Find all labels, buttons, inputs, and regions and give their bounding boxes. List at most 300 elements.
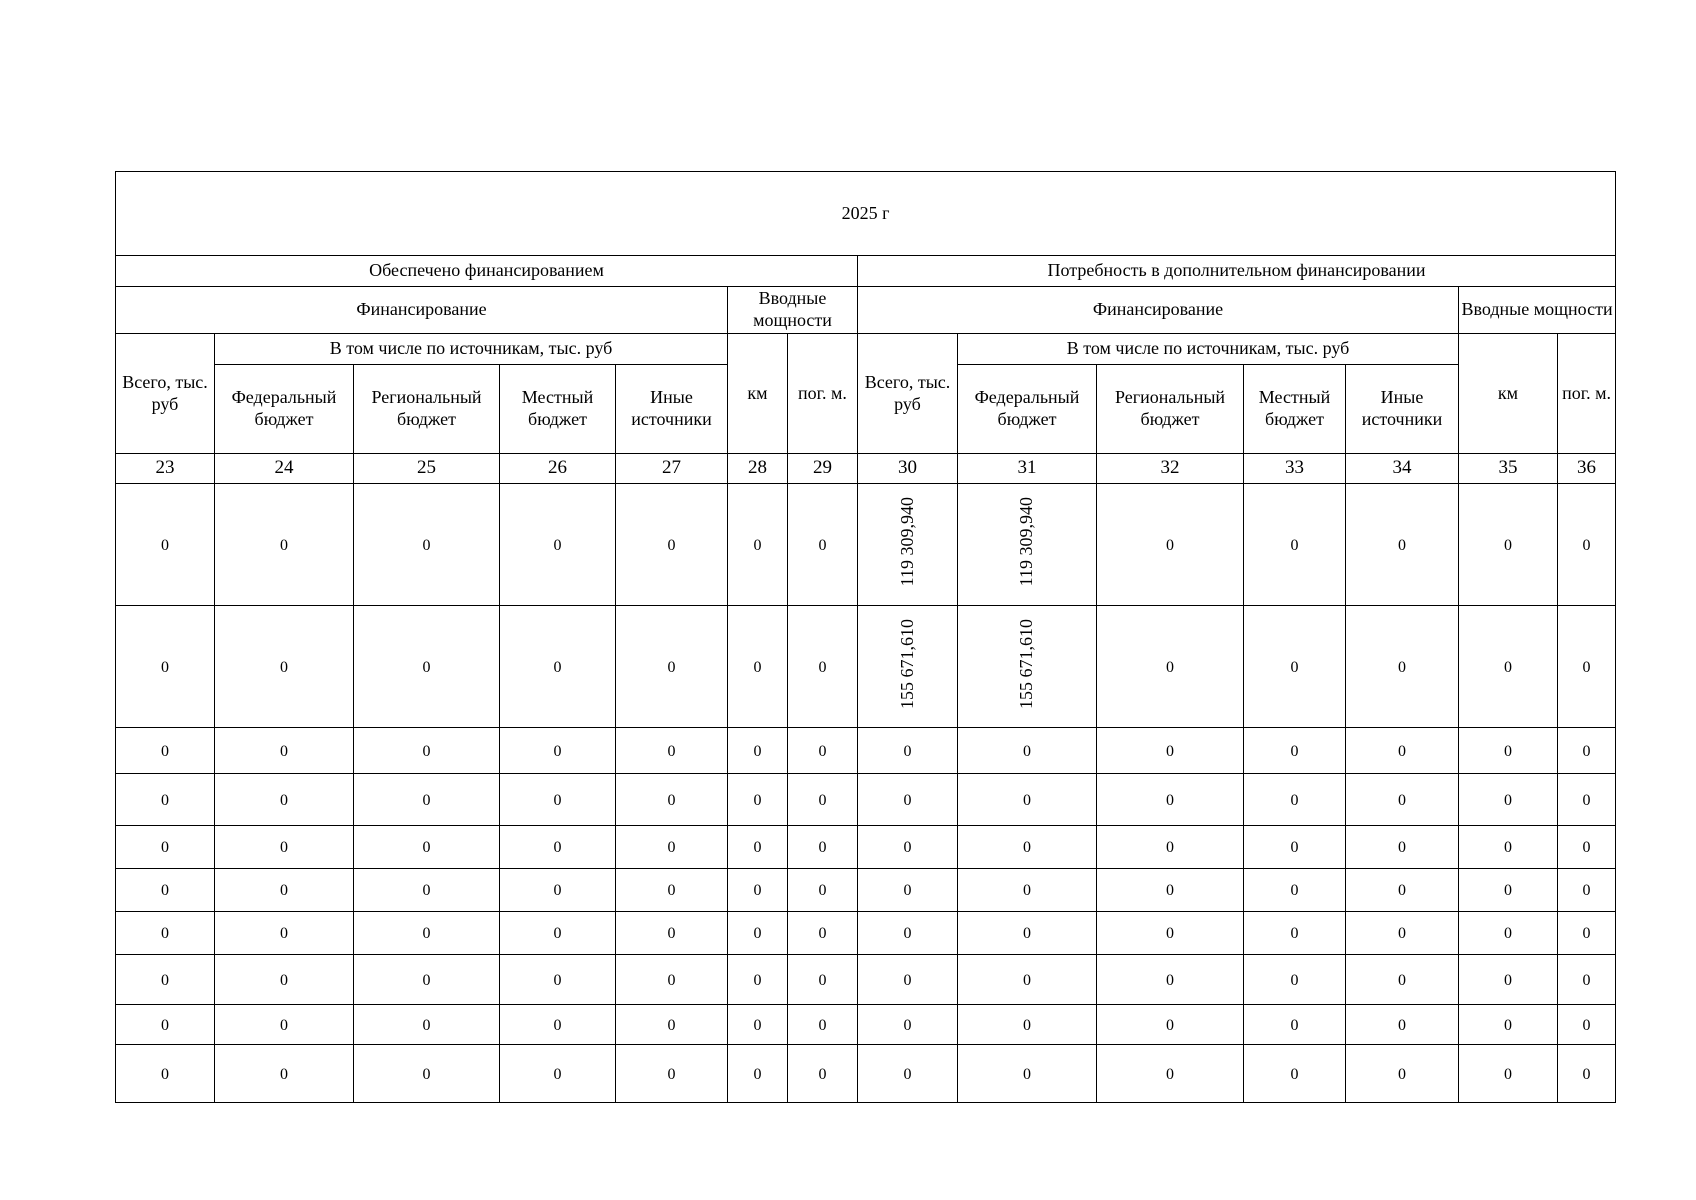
table-cell	[1558, 774, 1616, 826]
table-cell	[1558, 869, 1616, 912]
other-header-needed: Иные источники	[1346, 365, 1459, 454]
cell-value: 0	[553, 536, 562, 554]
table-cell	[616, 606, 728, 728]
cell-value: 0	[1504, 1016, 1512, 1034]
table-cell	[354, 606, 500, 728]
cell-value: 0	[818, 1065, 827, 1083]
column-number: 29	[788, 454, 858, 484]
table-cell	[1097, 955, 1244, 1005]
cell-value: 0	[422, 1065, 431, 1083]
cell-value: 0	[1290, 1016, 1299, 1034]
table-cell	[1244, 728, 1346, 774]
cell-value: 0	[161, 536, 169, 554]
table-cell	[958, 826, 1097, 869]
cell-value: 0	[753, 536, 762, 554]
table-cell	[500, 484, 616, 606]
cell-value: 0	[1504, 791, 1512, 809]
table-cell	[1097, 1005, 1244, 1045]
column-number-row	[116, 454, 1616, 484]
table-cell	[728, 774, 788, 826]
cell-value: 0	[1504, 882, 1512, 900]
local-header-secured: Местный бюджет	[500, 365, 616, 454]
cell-value: 0	[161, 839, 169, 857]
cell-value: 0	[422, 925, 431, 943]
table-cell	[788, 606, 858, 728]
table-cell	[788, 912, 858, 955]
cell-value: 0	[1398, 882, 1406, 900]
cell-value: 0	[753, 882, 762, 900]
table-cell	[116, 869, 215, 912]
cell-value: 0	[161, 742, 169, 760]
input-capacity-header-needed: Вводные мощности	[1459, 287, 1616, 334]
cell-value: 0	[1504, 925, 1512, 943]
table-cell	[1346, 606, 1459, 728]
cell-value: 0	[161, 658, 169, 676]
cell-value: 0	[1398, 1065, 1406, 1083]
table-cell	[1244, 484, 1346, 606]
table-cell	[1097, 728, 1244, 774]
column-number: 36	[1558, 454, 1616, 484]
table-cell	[858, 728, 958, 774]
table-cell	[1558, 912, 1616, 955]
cell-value: 0	[903, 925, 912, 943]
table-cell	[354, 1005, 500, 1045]
column-number: 34	[1346, 454, 1459, 484]
table-cell	[728, 484, 788, 606]
cell-value: 0	[753, 839, 762, 857]
table-cell	[958, 955, 1097, 1005]
table-cell	[728, 1005, 788, 1045]
cell-value: 0	[818, 536, 827, 554]
table-cell	[500, 728, 616, 774]
group-secured-header: Обеспечено финансированием	[116, 256, 858, 287]
cell-value: 0	[1023, 742, 1031, 760]
table-cell	[1459, 955, 1558, 1005]
cell-value: 0	[667, 536, 676, 554]
cell-value: 0	[161, 1016, 169, 1034]
cell-value: 0	[280, 536, 288, 554]
cell-value: 0	[667, 839, 676, 857]
table-cell	[116, 774, 215, 826]
cell-value: 0	[161, 791, 169, 809]
cell-value: 0	[818, 1016, 827, 1034]
table-cell	[116, 1005, 215, 1045]
table-cell	[1244, 912, 1346, 955]
table-cell	[1244, 955, 1346, 1005]
table-cell	[728, 1045, 788, 1103]
table-cell	[354, 869, 500, 912]
cell-value: 0	[161, 925, 169, 943]
table-cell	[728, 955, 788, 1005]
column-number: 35	[1459, 454, 1558, 484]
cell-value: 0	[161, 882, 169, 900]
table-cell	[958, 606, 1097, 728]
cell-value: 0	[1166, 658, 1174, 676]
table-cell	[116, 955, 215, 1005]
cell-value: 0	[1166, 1016, 1174, 1034]
table-cell	[616, 728, 728, 774]
table-cell	[1459, 606, 1558, 728]
cell-value: 0	[667, 658, 676, 676]
table-cell	[116, 912, 215, 955]
table-cell	[616, 869, 728, 912]
table-cell	[1558, 1005, 1616, 1045]
cell-value: 0	[1290, 925, 1299, 943]
cell-value: 0	[553, 882, 562, 900]
cell-value: 0	[1398, 1016, 1406, 1034]
cell-value: 0	[422, 742, 431, 760]
table-cell	[616, 1005, 728, 1045]
cell-value: 0	[1290, 1065, 1299, 1083]
cell-value: 0	[1398, 971, 1406, 989]
table-cell	[1244, 1045, 1346, 1103]
cell-value: 0	[422, 791, 431, 809]
cell-value: 0	[903, 839, 912, 857]
cell-value: 0	[903, 742, 912, 760]
table-cell	[958, 912, 1097, 955]
cell-value: 0	[667, 971, 676, 989]
cell-value: 0	[161, 1065, 169, 1083]
table-cell	[1244, 826, 1346, 869]
cell-value: 0	[1166, 536, 1174, 554]
column-number: 32	[1097, 454, 1244, 484]
table-cell	[1558, 606, 1616, 728]
cell-value: 0	[1582, 839, 1591, 857]
cell-value: 0	[667, 882, 676, 900]
table-cell	[958, 1005, 1097, 1045]
table-row	[116, 912, 1616, 955]
cell-value: 0	[422, 839, 431, 857]
cell-value: 0	[1582, 791, 1591, 809]
table-cell	[1459, 1045, 1558, 1103]
table-cell	[215, 1045, 354, 1103]
cell-value: 0	[553, 925, 562, 943]
cell-value: 0	[280, 1065, 288, 1083]
total-header-needed: Всего, тыс. руб	[858, 334, 958, 454]
cell-value: 0	[280, 839, 288, 857]
table-cell	[788, 955, 858, 1005]
table-cell	[858, 955, 958, 1005]
cell-value: 0	[422, 971, 431, 989]
table-cell	[1097, 869, 1244, 912]
cell-value: 155 671,610	[1016, 618, 1037, 709]
table-cell	[958, 484, 1097, 606]
table-cell	[354, 484, 500, 606]
cell-value: 0	[553, 1065, 562, 1083]
cell-value: 0	[818, 882, 827, 900]
table-row	[116, 728, 1616, 774]
table-cell	[858, 484, 958, 606]
column-number: 26	[500, 454, 616, 484]
cell-value: 0	[1023, 1065, 1031, 1083]
table-cell	[788, 484, 858, 606]
cell-value: 0	[1166, 882, 1174, 900]
pog-m-header-needed: пог. м.	[1558, 334, 1616, 454]
cell-value: 0	[1398, 742, 1406, 760]
table-cell	[1346, 1005, 1459, 1045]
table-cell	[1346, 869, 1459, 912]
cell-value: 0	[753, 742, 762, 760]
cell-value: 0	[1582, 971, 1591, 989]
table-cell	[500, 869, 616, 912]
table-cell	[215, 606, 354, 728]
cell-value: 0	[1504, 658, 1512, 676]
table-cell	[958, 774, 1097, 826]
cell-value: 0	[1290, 536, 1299, 554]
table-cell	[1459, 774, 1558, 826]
table-cell	[788, 869, 858, 912]
table-row	[116, 1045, 1616, 1103]
table-cell	[1459, 826, 1558, 869]
table-row	[116, 1005, 1616, 1045]
table-cell	[116, 606, 215, 728]
cell-value: 0	[1023, 971, 1031, 989]
cell-value: 0	[422, 1016, 431, 1034]
regional-header-secured: Региональный бюджет	[354, 365, 500, 454]
table-cell	[1459, 869, 1558, 912]
cell-value: 0	[753, 925, 762, 943]
table-cell	[858, 912, 958, 955]
table-cell	[1244, 1005, 1346, 1045]
table-cell	[354, 728, 500, 774]
cell-value: 0	[422, 658, 431, 676]
table-cell	[728, 826, 788, 869]
cell-value: 0	[667, 742, 676, 760]
column-number: 28	[728, 454, 788, 484]
cell-value: 0	[1166, 1065, 1174, 1083]
table-cell	[728, 606, 788, 728]
cell-value: 0	[280, 882, 288, 900]
cell-value: 0	[161, 971, 169, 989]
cell-value: 119 309,940	[896, 497, 917, 587]
cell-value: 119 309,940	[1016, 497, 1037, 587]
table-cell	[788, 1005, 858, 1045]
table-cell	[1346, 774, 1459, 826]
cell-value: 0	[1290, 971, 1299, 989]
cell-value: 0	[753, 1065, 762, 1083]
table-cell	[500, 826, 616, 869]
table-cell	[1244, 606, 1346, 728]
cell-value: 0	[818, 658, 827, 676]
table-cell	[215, 955, 354, 1005]
table-cell	[354, 1045, 500, 1103]
cell-value: 0	[280, 971, 288, 989]
cell-value: 0	[903, 791, 912, 809]
cell-value: 0	[1398, 925, 1406, 943]
column-number: 33	[1244, 454, 1346, 484]
year-title: 2025 г	[116, 172, 1616, 256]
cell-value: 0	[1582, 742, 1591, 760]
cell-value: 0	[280, 925, 288, 943]
cell-value: 0	[422, 536, 431, 554]
table-cell	[1097, 484, 1244, 606]
regional-header-needed: Региональный бюджет	[1097, 365, 1244, 454]
table-row	[116, 869, 1616, 912]
table-cell	[215, 826, 354, 869]
cell-value: 0	[1582, 882, 1591, 900]
financing-table	[115, 171, 1616, 1103]
km-header-secured: км	[728, 334, 788, 454]
table-cell	[958, 728, 1097, 774]
cell-value: 0	[1023, 839, 1031, 857]
cell-value: 0	[818, 839, 827, 857]
sources-header-needed: В том числе по источникам, тыс. руб	[958, 334, 1459, 365]
table-cell	[1346, 728, 1459, 774]
cell-value: 0	[1582, 658, 1591, 676]
cell-value: 0	[553, 791, 562, 809]
cell-value: 0	[818, 791, 827, 809]
table-cell	[788, 1045, 858, 1103]
table-cell	[500, 606, 616, 728]
cell-value: 0	[553, 971, 562, 989]
cell-value: 0	[1504, 971, 1512, 989]
table-cell	[858, 869, 958, 912]
cell-value: 0	[903, 882, 912, 900]
cell-value: 155 671,610	[896, 618, 917, 709]
table-cell	[500, 1045, 616, 1103]
cell-value: 0	[1166, 839, 1174, 857]
financing-header-secured: Финансирование	[116, 287, 728, 334]
table-cell	[616, 955, 728, 1005]
cell-value: 0	[1023, 1016, 1031, 1034]
column-number: 23	[116, 454, 215, 484]
cell-value: 0	[753, 791, 762, 809]
table-cell	[788, 774, 858, 826]
km-header-needed: км	[1459, 334, 1558, 454]
table-cell	[1459, 728, 1558, 774]
column-number: 31	[958, 454, 1097, 484]
table-cell	[728, 912, 788, 955]
table-cell	[1558, 484, 1616, 606]
cell-value: 0	[1290, 839, 1299, 857]
table-cell	[354, 955, 500, 1005]
table-cell	[1558, 826, 1616, 869]
cell-value: 0	[753, 971, 762, 989]
cell-value: 0	[818, 925, 827, 943]
table-cell	[616, 774, 728, 826]
financing-header-needed: Финансирование	[858, 287, 1459, 334]
table-cell	[728, 869, 788, 912]
table-cell	[1346, 912, 1459, 955]
table-cell	[1244, 774, 1346, 826]
column-number: 25	[354, 454, 500, 484]
table-cell	[858, 774, 958, 826]
cell-value: 0	[818, 742, 827, 760]
group-needed-header: Потребность в дополнительном финансировании	[858, 256, 1616, 287]
table-cell	[1459, 912, 1558, 955]
table-cell	[788, 728, 858, 774]
cell-value: 0	[1582, 1016, 1591, 1034]
cell-value: 0	[818, 971, 827, 989]
sources-header-secured: В том числе по источникам, тыс. руб	[215, 334, 728, 365]
cell-value: 0	[1166, 742, 1174, 760]
cell-value: 0	[1290, 658, 1299, 676]
table-cell	[616, 912, 728, 955]
cell-value: 0	[903, 1065, 912, 1083]
table-cell	[1097, 826, 1244, 869]
table-cell	[1097, 606, 1244, 728]
cell-value: 0	[667, 1065, 676, 1083]
table-row	[116, 484, 1616, 606]
table-cell	[1346, 955, 1459, 1005]
table-cell	[1558, 1045, 1616, 1103]
cell-value: 0	[1582, 925, 1591, 943]
table-cell	[1558, 728, 1616, 774]
table-row	[116, 606, 1616, 728]
cell-value: 0	[1582, 1065, 1591, 1083]
cell-value: 0	[667, 791, 676, 809]
table-cell	[958, 869, 1097, 912]
table-cell	[1097, 774, 1244, 826]
table-cell	[500, 774, 616, 826]
table-cell	[616, 826, 728, 869]
table-cell	[858, 826, 958, 869]
table-cell	[788, 826, 858, 869]
table-cell	[116, 1045, 215, 1103]
cell-value: 0	[1023, 882, 1031, 900]
cell-value: 0	[903, 1016, 912, 1034]
pog-m-header-secured: пог. м.	[788, 334, 858, 454]
cell-value: 0	[1504, 839, 1512, 857]
table-cell	[215, 912, 354, 955]
cell-value: 0	[753, 1016, 762, 1034]
table-cell	[1346, 484, 1459, 606]
table-cell	[1097, 912, 1244, 955]
table-cell	[616, 1045, 728, 1103]
cell-value: 0	[1504, 742, 1512, 760]
cell-value: 0	[1398, 536, 1406, 554]
table-cell	[354, 774, 500, 826]
cell-value: 0	[667, 925, 676, 943]
cell-value: 0	[1290, 742, 1299, 760]
other-header-secured: Иные источники	[616, 365, 728, 454]
cell-value: 0	[1166, 925, 1174, 943]
table-row	[116, 955, 1616, 1005]
cell-value: 0	[553, 1016, 562, 1034]
local-header-needed: Местный бюджет	[1244, 365, 1346, 454]
table-cell	[958, 1045, 1097, 1103]
table-cell	[500, 912, 616, 955]
cell-value: 0	[280, 1016, 288, 1034]
cell-value: 0	[1504, 1065, 1512, 1083]
federal-header-needed: Федеральный бюджет	[958, 365, 1097, 454]
cell-value: 0	[1504, 536, 1512, 554]
cell-value: 0	[1166, 791, 1174, 809]
table-cell	[616, 484, 728, 606]
cell-value: 0	[1290, 791, 1299, 809]
table-cell	[215, 728, 354, 774]
table-cell	[500, 955, 616, 1005]
cell-value: 0	[667, 1016, 676, 1034]
table-cell	[116, 826, 215, 869]
cell-value: 0	[1166, 971, 1174, 989]
cell-value: 0	[553, 658, 562, 676]
table-cell	[500, 1005, 616, 1045]
table-cell	[116, 484, 215, 606]
table-cell	[1097, 1045, 1244, 1103]
federal-header-secured: Федеральный бюджет	[215, 365, 354, 454]
cell-value: 0	[553, 839, 562, 857]
column-number: 30	[858, 454, 958, 484]
table-cell	[215, 484, 354, 606]
table-cell	[1244, 869, 1346, 912]
column-number: 27	[616, 454, 728, 484]
cell-value: 0	[753, 658, 762, 676]
table-cell	[116, 728, 215, 774]
column-number: 24	[215, 454, 354, 484]
table-row	[116, 826, 1616, 869]
table-cell	[215, 1005, 354, 1045]
